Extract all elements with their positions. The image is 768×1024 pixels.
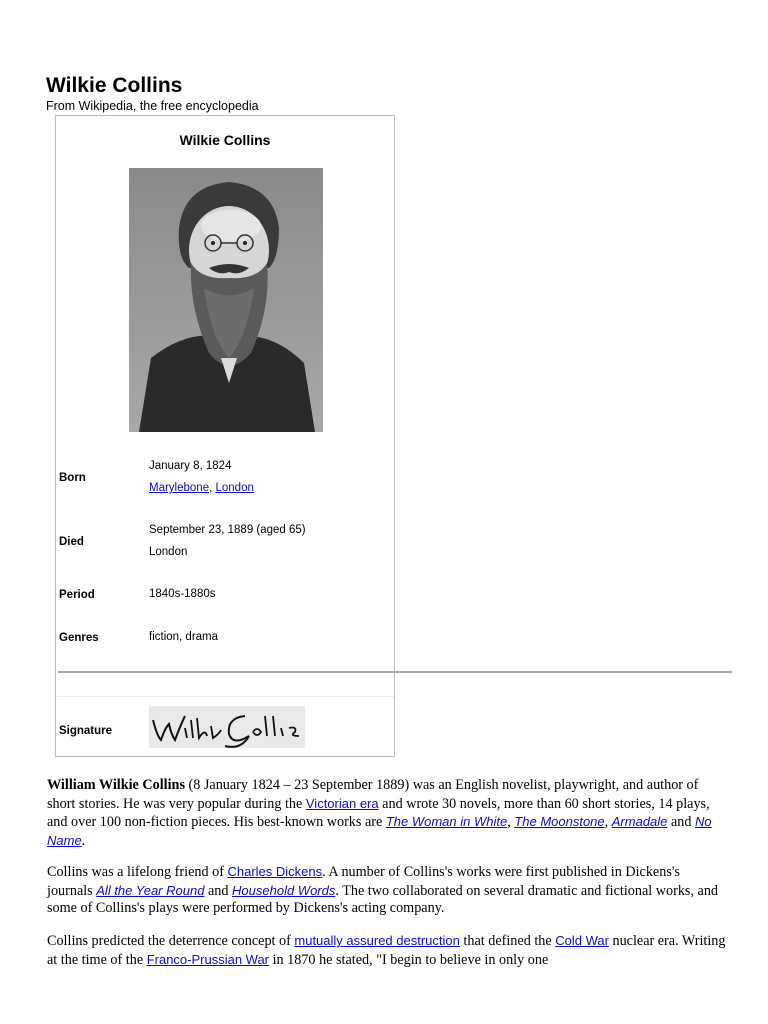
text: Collins was a lifelong friend of (47, 864, 228, 880)
period-value: 1840s-1880s (149, 588, 216, 600)
died-label: Died (59, 536, 84, 548)
text: . (81, 832, 86, 849)
text: and (204, 882, 233, 899)
text: and (667, 814, 695, 831)
link-armadale[interactable] (612, 814, 668, 829)
link-marylebone[interactable]: Marylebone (149, 482, 210, 494)
link-label: The Moonstone (514, 814, 605, 830)
text: and wrote 30 novels, more than 60 short stories, 14 plays, and over 100 non-fiction pieces. His best-known works are (47, 795, 710, 831)
page-title: Wilkie Collins (46, 74, 183, 97)
portrait-image (129, 168, 323, 432)
signature-label: Signature (59, 725, 113, 737)
link-franco-prussian-war[interactable]: Franco-Prussian War (146, 951, 270, 967)
genres-value: fiction, drama (149, 631, 219, 643)
text: . A number of Collins's works were first published in Dickens's journals (47, 864, 680, 899)
link-all-the-year-round[interactable] (96, 883, 204, 898)
link-label: All the Year Round (96, 882, 205, 898)
link-the-moonstone[interactable] (514, 814, 604, 829)
infobox-divider (57, 696, 394, 697)
text: , (604, 814, 612, 831)
text: that defined the (459, 933, 556, 949)
text: , (507, 814, 515, 831)
period-label: Period (59, 589, 95, 601)
paragraph-intro (47, 777, 727, 850)
infobox-separator-line (58, 671, 732, 673)
link-label: Household Words (232, 882, 336, 898)
link-charles-dickens[interactable]: Charles Dickens (227, 864, 323, 879)
born-place (149, 477, 254, 499)
link-label: No Name (47, 814, 712, 848)
paragraph-deterrence (47, 932, 727, 969)
paragraph-dickens (47, 863, 727, 918)
born-date: January 8, 1824 (149, 460, 232, 472)
genres-label: Genres (59, 632, 99, 644)
text: in 1870 he stated, "I begin to believe in only one (269, 951, 549, 968)
born-place-separator: , (209, 482, 216, 494)
link-mutually-assured-destruction[interactable]: mutually assured destruction (294, 933, 460, 948)
infobox-title: Wilkie Collins (179, 132, 271, 148)
died-place: London (149, 546, 188, 558)
link-label: The Woman in White (385, 814, 508, 830)
died-date: September 23, 1889 (aged 65) (149, 524, 306, 536)
text: nuclear era. Writing at the time of the (47, 933, 726, 968)
text: Collins predicted the deterrence concept of (47, 933, 295, 949)
subject-name: William Wilkie Collins (47, 777, 185, 793)
link-victorian-era[interactable]: Victorian era (305, 795, 379, 811)
text: . The two collaborated on several dramatic and fictional works, and some of Collins's plays were performed by Dickens's acting company. (47, 882, 719, 917)
signature-image (149, 706, 305, 748)
born-label: Born (59, 472, 86, 484)
infobox (55, 115, 395, 757)
link-household-words[interactable] (232, 883, 335, 898)
text: (8 January 1824 – 23 September 1889) was an English novelist, playwright, and author of short stories. He was very popular during the (47, 777, 699, 812)
link-london[interactable]: London (215, 482, 254, 494)
page-subtitle: From Wikipedia, the free encyclopedia (46, 99, 259, 113)
link-the-woman-in-white[interactable] (386, 814, 507, 829)
link-cold-war[interactable]: Cold War (555, 933, 609, 948)
link-label: Armadale (611, 814, 668, 830)
